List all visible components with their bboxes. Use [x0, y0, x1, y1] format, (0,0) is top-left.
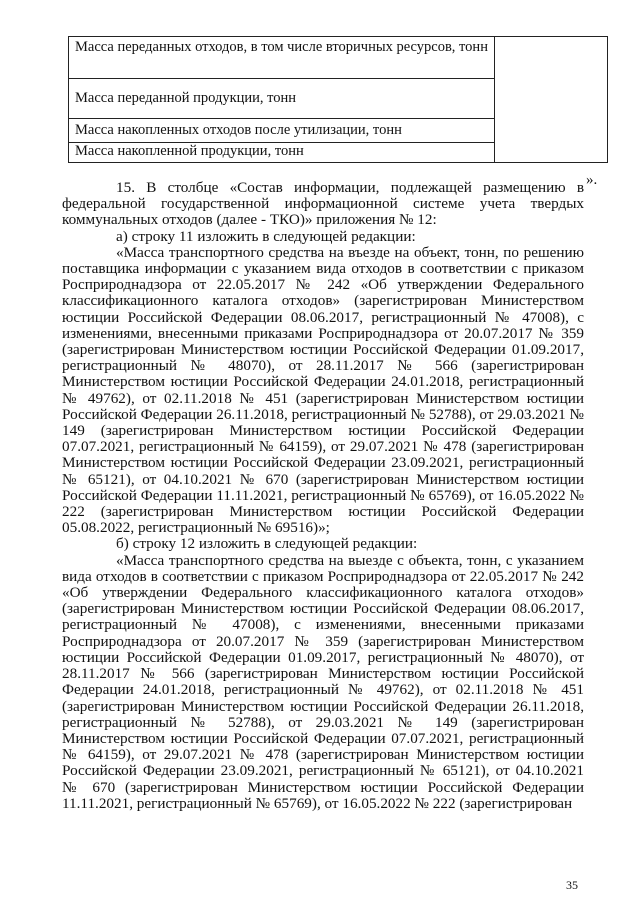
table-cell-label: Масса накопленных отходов после утилизации, тонн: [69, 119, 495, 143]
table-cell-label: Масса накопленной продукции, тонн: [69, 143, 495, 163]
paragraph: 15. В столбце «Состав информации, подлежащей размещению в федеральной государственной информационной системе учета твердых коммунальных отходов (далее - ТКО)» приложения № 12:: [62, 179, 584, 229]
table-row: [69, 37, 608, 79]
page-number: 35: [566, 878, 578, 892]
paragraph: «Масса транспортного средства на выезде с объекта, тонн, с указанием вида отходов в соответствии с приказом Росприроднадзора от 22.05.2017 № 242 «Об утверждении Федерального классификационного каталога отходов» (зарегистрирован Министерством юстиции Российской Федерации 08.06.2017, регистрационный № 47008), с изменениями, внесенными приказами Росприроднадзора от 20.07.2017 № 359 (зарегистрирован Министерством юстиции Российской Федерации 01.09.2017, регистрационный № 48070), от 28.11.2017 № 566 (зарегистрирован Министерством юстиции Российской Федерации 24.01.2018, регистрационный № 49762), от 02.11.2018 № 451 (зарегистрирован Министерством юстиции Российской Федерации 26.11.2018, регистрационный № 52788), от 29.03.2021 № 149 (зарегистрирован Министерством юстиции Российской Федерации 07.07.2021, регистрационный № 64159), от 29.07.2021 № 478 (зарегистрирован Министерством юстиции Российской Федерации 23.09.2021, регистрационный № 65121), от 04.10.2021 № 670 (зарегистрирован Министерством юстиции Российской Федерации 11.11.2021, регистрационный № 65769), от 16.05.2022 № 222 (зарегистрирован: [62, 551, 584, 812]
paragraph: «Масса транспортного средства на въезде на объект, тонн, по решению поставщика информации с указанием вида отходов в соответствии с приказом Росприроднадзора от 22.05.2017 № 242 «Об утверждении Федерального классификационного каталога отходов» (зарегистрирован Министерством юстиции Российской Федерации 08.06.2017, регистрационный № 47008), с изменениями, внесенными приказами Росприроднадзора от 20.07.2017 № 359 (зарегистрирован Министерством юстиции Российской Федерации 01.09.2017, регистрационный № 48070), от 28.11.2017 № 566 (зарегистрирован Министерством юстиции Российской Федерации 24.01.2018, регистрационный № 49762), от 02.11.2018 № 451 (зарегистрирован Министерством юстиции Российской Федерации 26.11.2018, регистрационный № 52788), от 29.03.2021 № 149 (зарегистрирован Министерством юстиции Российской Федерации 07.07.2021, регистрационный № 64159), от 29.07.2021 № 478 (зарегистрирован Министерством юстиции Российской Федерации 23.09.2021, регистрационный № 65121), от 04.10.2021 № 670 (зарегистрирован Министерством юстиции Российской Федерации 11.11.2021, регистрационный № 65769), от 16.05.2022 № 222 (зарегистрирован Министерством юстиции Российской Федерации 05.08.2022, регистрационный № 69516)»;: [62, 243, 584, 537]
table-cell-label: Масса переданных отходов, в том числе вторичных ресурсов, тонн: [69, 37, 495, 79]
table-cell-empty: [495, 37, 608, 163]
paragraph: а) строку 11 изложить в следующей редакции:: [116, 227, 416, 245]
table-cell-label: Масса переданной продукции, тонн: [69, 79, 495, 119]
paragraph: б) строку 12 изложить в следующей редакции:: [116, 535, 418, 553]
closing-quote: ».: [586, 172, 598, 188]
info-table: [68, 36, 608, 163]
document-body: [62, 180, 584, 812]
